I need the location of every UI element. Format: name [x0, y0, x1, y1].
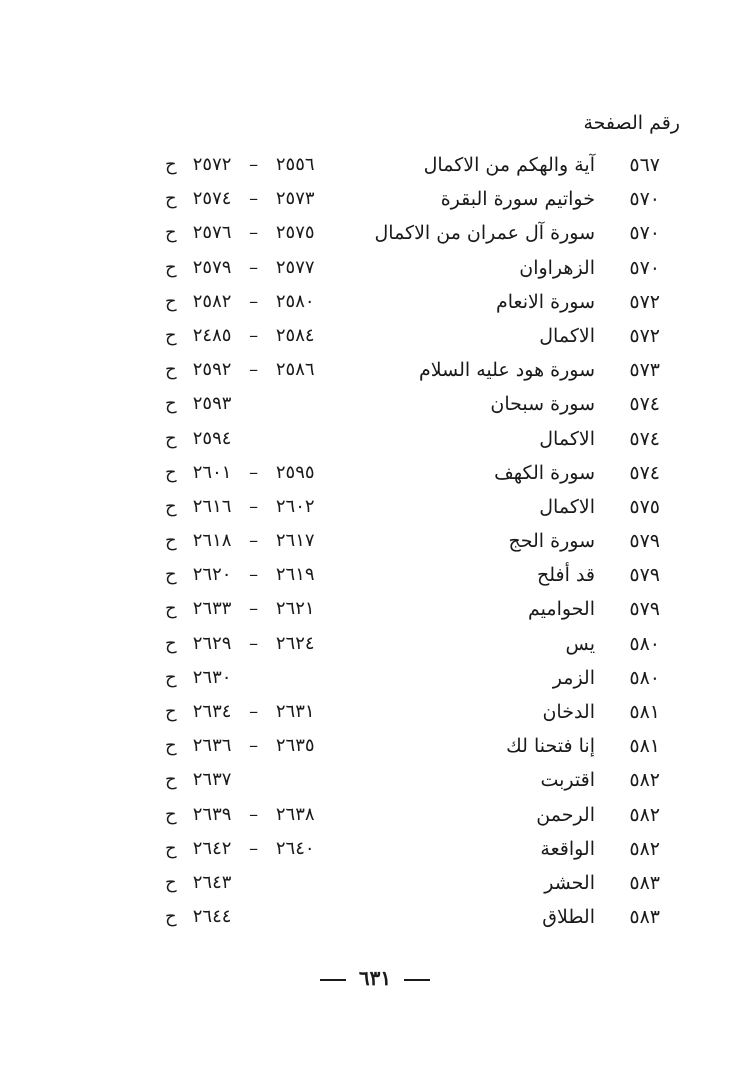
hadith-range: [165, 729, 325, 763]
page-number: ٥٧٢: [629, 290, 660, 313]
hadith-range: [165, 763, 325, 797]
range-dash: –: [249, 632, 259, 654]
section-title: إنا فتحنا لك: [506, 735, 595, 758]
index-row: [0, 422, 750, 456]
page-number: ٥٨٣: [629, 871, 660, 894]
hadith-range: [165, 592, 325, 626]
hadith-mark: ح: [165, 598, 177, 620]
hadith-start: ٢٥٧٦: [192, 222, 232, 244]
hadith-mark: ح: [165, 871, 177, 893]
section-title: الاكمال: [539, 495, 595, 518]
index-row: [0, 524, 750, 558]
hadith-range: [165, 524, 325, 558]
index-row: [0, 763, 750, 797]
section-title: الحشر: [544, 871, 595, 894]
hadith-mark: ح: [165, 564, 177, 586]
section-title: سورة آل عمران من الاكمال: [374, 222, 595, 245]
section-title: اقتربت: [540, 769, 595, 792]
hadith-range: [165, 319, 325, 353]
hadith-range: [165, 490, 325, 524]
section-title: الزمر: [552, 666, 595, 689]
range-dash: –: [249, 530, 259, 552]
range-dash: –: [249, 564, 259, 586]
hadith-end: ٢٥٨٦: [275, 359, 315, 381]
range-dash: –: [249, 188, 259, 210]
range-dash: –: [249, 324, 259, 346]
range-dash: –: [249, 598, 259, 620]
hadith-range: [165, 866, 325, 900]
section-title: آية والهكم من الاكمال: [423, 154, 595, 176]
hadith-mark: ح: [165, 290, 177, 312]
hadith-mark: ح: [165, 632, 177, 654]
index-row: [0, 592, 750, 626]
section-title: سورة الانعام: [495, 290, 595, 313]
section-title: سورة هود عليه السلام: [419, 359, 595, 382]
range-dash: –: [249, 222, 259, 244]
hadith-range: [165, 798, 325, 832]
range-dash: –: [249, 735, 259, 757]
hadith-mark: ح: [165, 769, 177, 791]
range-dash: –: [249, 803, 259, 825]
page-number: ٥٧٩: [629, 598, 660, 621]
hadith-end: ٢٥٨٠: [275, 290, 315, 312]
index-row: [0, 729, 750, 763]
hadith-range: [165, 832, 325, 866]
hadith-start: ٢٥٧٢: [192, 154, 232, 175]
range-dash: –: [249, 290, 259, 312]
hadith-end: ٢٥٧٧: [275, 256, 315, 278]
hadith-range: [165, 661, 325, 695]
hadith-start: ٢٥٧٤: [192, 188, 232, 210]
hadith-mark: ح: [165, 735, 177, 757]
hadith-mark: ح: [165, 359, 177, 381]
hadith-start: ٢٦١٨: [192, 530, 232, 552]
hadith-mark: ح: [165, 495, 177, 517]
index-row: [0, 832, 750, 866]
page-number: ٥٧٠: [629, 188, 660, 211]
section-title: الاكمال: [539, 324, 595, 347]
page-number: ٥٨١: [629, 735, 660, 758]
hadith-mark: ح: [165, 256, 177, 278]
hadith-start: ٢٦٤٤: [192, 906, 232, 928]
index-row: [0, 456, 750, 490]
page-number: ٥٧٥: [629, 495, 660, 518]
hadith-range: [165, 285, 325, 319]
page-number: ٥٧٣: [629, 359, 660, 382]
hadith-end: ٢٦٤٠: [275, 837, 315, 859]
page-number: ٥٧٢: [629, 324, 660, 347]
hadith-mark: ح: [165, 188, 177, 210]
index-row: [0, 558, 750, 592]
hadith-mark: ح: [165, 530, 177, 552]
hadith-start: ٢٥٨٢: [192, 290, 232, 312]
hadith-start: ٢٦٣٤: [192, 701, 232, 722]
hadith-start: ٢٦٣٧: [192, 769, 232, 791]
hadith-range: [165, 387, 325, 421]
page-number: ٥٨٠: [629, 666, 660, 689]
hadith-range: [165, 251, 325, 285]
hadith-end: ٢٦١٧: [275, 530, 315, 552]
hadith-start: ٢٦٢٠: [192, 564, 232, 586]
hadith-range: [165, 558, 325, 592]
hadith-end: ٢٦٣٥: [275, 735, 315, 757]
hadith-range: [165, 216, 325, 250]
page-number: ٥٧٠: [629, 256, 660, 279]
hadith-range: [165, 456, 325, 490]
section-title: خواتيم سورة البقرة: [440, 188, 595, 211]
range-dash: –: [249, 154, 259, 175]
hadith-mark: ح: [165, 393, 177, 415]
hadith-mark: ح: [165, 666, 177, 688]
hadith-range: [165, 695, 325, 729]
hadith-start: ٢٦٣٠: [192, 666, 232, 688]
index-row: [0, 182, 750, 216]
page-footer: [0, 966, 750, 990]
footer-rule-right: [404, 979, 430, 981]
hadith-mark: ح: [165, 222, 177, 244]
hadith-start: ٢٥٩٣: [192, 393, 232, 415]
hadith-start: ٢٦٤٣: [192, 871, 232, 893]
hadith-mark: ح: [165, 701, 177, 722]
hadith-start: ٢٦٢٩: [192, 632, 232, 654]
index-row: [0, 866, 750, 900]
section-title: سورة سبحان: [490, 393, 595, 416]
page-number: ٥٧٤: [629, 427, 660, 450]
range-dash: –: [249, 701, 259, 722]
section-title: الدخان: [542, 701, 595, 723]
hadith-mark: ح: [165, 461, 177, 483]
hadith-start: ٢٦٣٣: [192, 598, 232, 620]
hadith-end: ٢٥٥٦: [275, 154, 315, 175]
footer-rule-left: [320, 979, 346, 981]
hadith-range: [165, 627, 325, 661]
hadith-range: [165, 182, 325, 216]
index-row: [0, 285, 750, 319]
index-row: [0, 627, 750, 661]
index-row: [0, 490, 750, 524]
section-title: سورة الحج: [508, 530, 595, 553]
hadith-end: ٢٦١٩: [275, 564, 315, 586]
section-title: الزهراوان: [519, 256, 595, 279]
index-row: [0, 695, 750, 729]
hadith-range: [165, 353, 325, 387]
hadith-mark: ح: [165, 324, 177, 346]
hadith-start: ٢٤٨٥: [192, 324, 232, 346]
hadith-end: ٢٦٠٢: [275, 495, 315, 517]
section-title: يس: [565, 632, 595, 655]
hadith-range: [165, 900, 325, 934]
index-row: [0, 251, 750, 285]
section-title: الطلاق: [542, 906, 595, 929]
range-dash: –: [249, 256, 259, 278]
index-row: [0, 661, 750, 695]
hadith-mark: ح: [165, 803, 177, 825]
page-number: ٥٨٣: [629, 906, 660, 929]
index-row: [0, 216, 750, 250]
index-row: [0, 798, 750, 832]
range-dash: –: [249, 495, 259, 517]
hadith-start: ٢٥٩٢: [192, 359, 232, 381]
page-number: ٥٧٤: [629, 393, 660, 416]
page-number: ٥٨٢: [629, 837, 660, 860]
hadith-end: ٢٥٧٣: [275, 188, 315, 210]
page-number: ٥٨٢: [629, 803, 660, 826]
page-number: ٥٨٠: [629, 632, 660, 655]
hadith-start: ٢٦١٦: [192, 495, 232, 517]
page-number: ٥٨١: [629, 701, 660, 723]
range-dash: –: [249, 837, 259, 859]
hadith-end: ٢٥٧٥: [275, 222, 315, 244]
hadith-mark: ح: [165, 906, 177, 928]
hadith-end: ٢٥٨٤: [275, 324, 315, 346]
range-dash: –: [249, 461, 259, 483]
hadith-start: ٢٦٠١: [192, 461, 232, 483]
hadith-start: ٢٥٩٤: [192, 427, 232, 449]
page-number: ٥٨٢: [629, 769, 660, 792]
index-row: [0, 148, 750, 182]
page-number: ٥٧٤: [629, 461, 660, 484]
hadith-mark: ح: [165, 837, 177, 859]
section-title: الرحمن: [536, 803, 595, 826]
index-table: [0, 148, 750, 934]
page-number: ٥٧٠: [629, 222, 660, 245]
section-title: قد أفلح: [536, 564, 595, 587]
hadith-range: [165, 148, 325, 182]
hadith-start: ٢٦٣٩: [192, 803, 232, 825]
section-title: الحواميم: [528, 598, 595, 621]
page-number: ٥٦٧: [629, 154, 660, 176]
hadith-mark: ح: [165, 154, 177, 175]
hadith-mark: ح: [165, 427, 177, 449]
hadith-range: [165, 422, 325, 456]
section-title: الواقعة: [540, 837, 595, 860]
index-row: [0, 900, 750, 934]
footer-page-number: ٦٣١: [358, 966, 392, 990]
index-row: [0, 353, 750, 387]
hadith-start: ٢٦٤٢: [192, 837, 232, 859]
section-title: الاكمال: [539, 427, 595, 450]
page-number: ٥٧٩: [629, 530, 660, 553]
hadith-end: ٢٦٢٤: [275, 632, 315, 654]
hadith-start: ٢٦٣٦: [192, 735, 232, 757]
hadith-end: ٢٦٣١: [275, 701, 315, 722]
hadith-end: ٢٦٢١: [275, 598, 315, 620]
section-title: سورة الكهف: [494, 461, 595, 484]
index-row: [0, 319, 750, 353]
range-dash: –: [249, 359, 259, 381]
hadith-end: ٢٦٣٨: [275, 803, 315, 825]
column-header-page-number: رقم الصفحة: [583, 112, 680, 134]
index-row: [0, 387, 750, 421]
hadith-start: ٢٥٧٩: [192, 256, 232, 278]
hadith-end: ٢٥٩٥: [275, 461, 315, 483]
page-number: ٥٧٩: [629, 564, 660, 587]
